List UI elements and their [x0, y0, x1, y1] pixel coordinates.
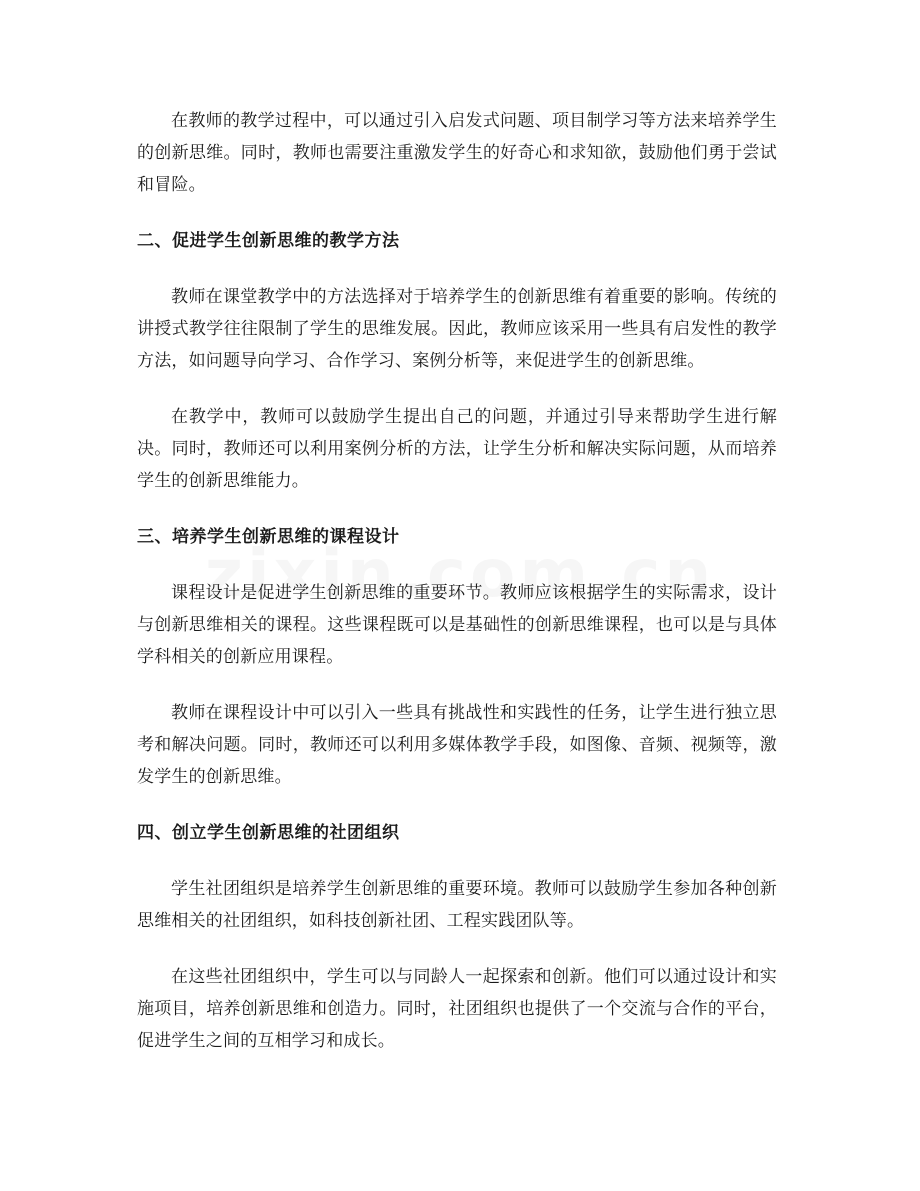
paragraph: 学生社团组织是培养学生创新思维的重要环境。教师可以鼓励学生参加各种创新思维相关的社团组织，如科技创新社团、工程实践团队等。	[137, 879, 777, 931]
section-heading: 二、促进学生创新思维的教学方法	[137, 231, 400, 251]
section-heading: 三、培养学生创新思维的课程设计	[137, 527, 400, 547]
paragraph: 在教学中，教师可以鼓励学生提出自己的问题，并通过引导来帮助学生进行解决。同时，教师还可以利用案例分析的方法，让学生分析和解决实际问题，从而培养学生的创新思维能力。	[137, 407, 777, 491]
paragraph: 教师在课程设计中可以引入一些具有挑战性和实践性的任务，让学生进行独立思考和解决问题。同时，教师还可以利用多媒体教学手段，如图像、音频、视频等，激发学生的创新思维。	[137, 703, 777, 787]
paragraph: 在教师的教学过程中，可以通过引入启发式问题、项目制学习等方法来培养学生的创新思维。同时，教师也需要注重激发学生的好奇心和求知欲，鼓励他们勇于尝试和冒险。	[137, 111, 777, 195]
paragraph: 课程设计是促进学生创新思维的重要环节。教师应该根据学生的实际需求，设计与创新思维相关的课程。这些课程既可以是基础性的创新思维课程，也可以是与具体学科相关的创新应用课程。	[137, 583, 777, 667]
document-body	[137, 105, 777, 1081]
paragraph: 在这些社团组织中，学生可以与同龄人一起探索和创新。他们可以通过设计和实施项目，培养创新思维和创造力。同时，社团组织也提供了一个交流与合作的平台，促进学生之间的互相学习和成长。	[137, 967, 777, 1051]
section-heading: 四、创立学生创新思维的社团组织	[137, 823, 400, 843]
paragraph: 教师在课堂教学中的方法选择对于培养学生的创新思维有着重要的影响。传统的讲授式教学往往限制了学生的思维发展。因此，教师应该采用一些具有启发性的教学方法，如问题导向学习、合作学习、案例分析等，来促进学生的创新思维。	[137, 287, 777, 371]
